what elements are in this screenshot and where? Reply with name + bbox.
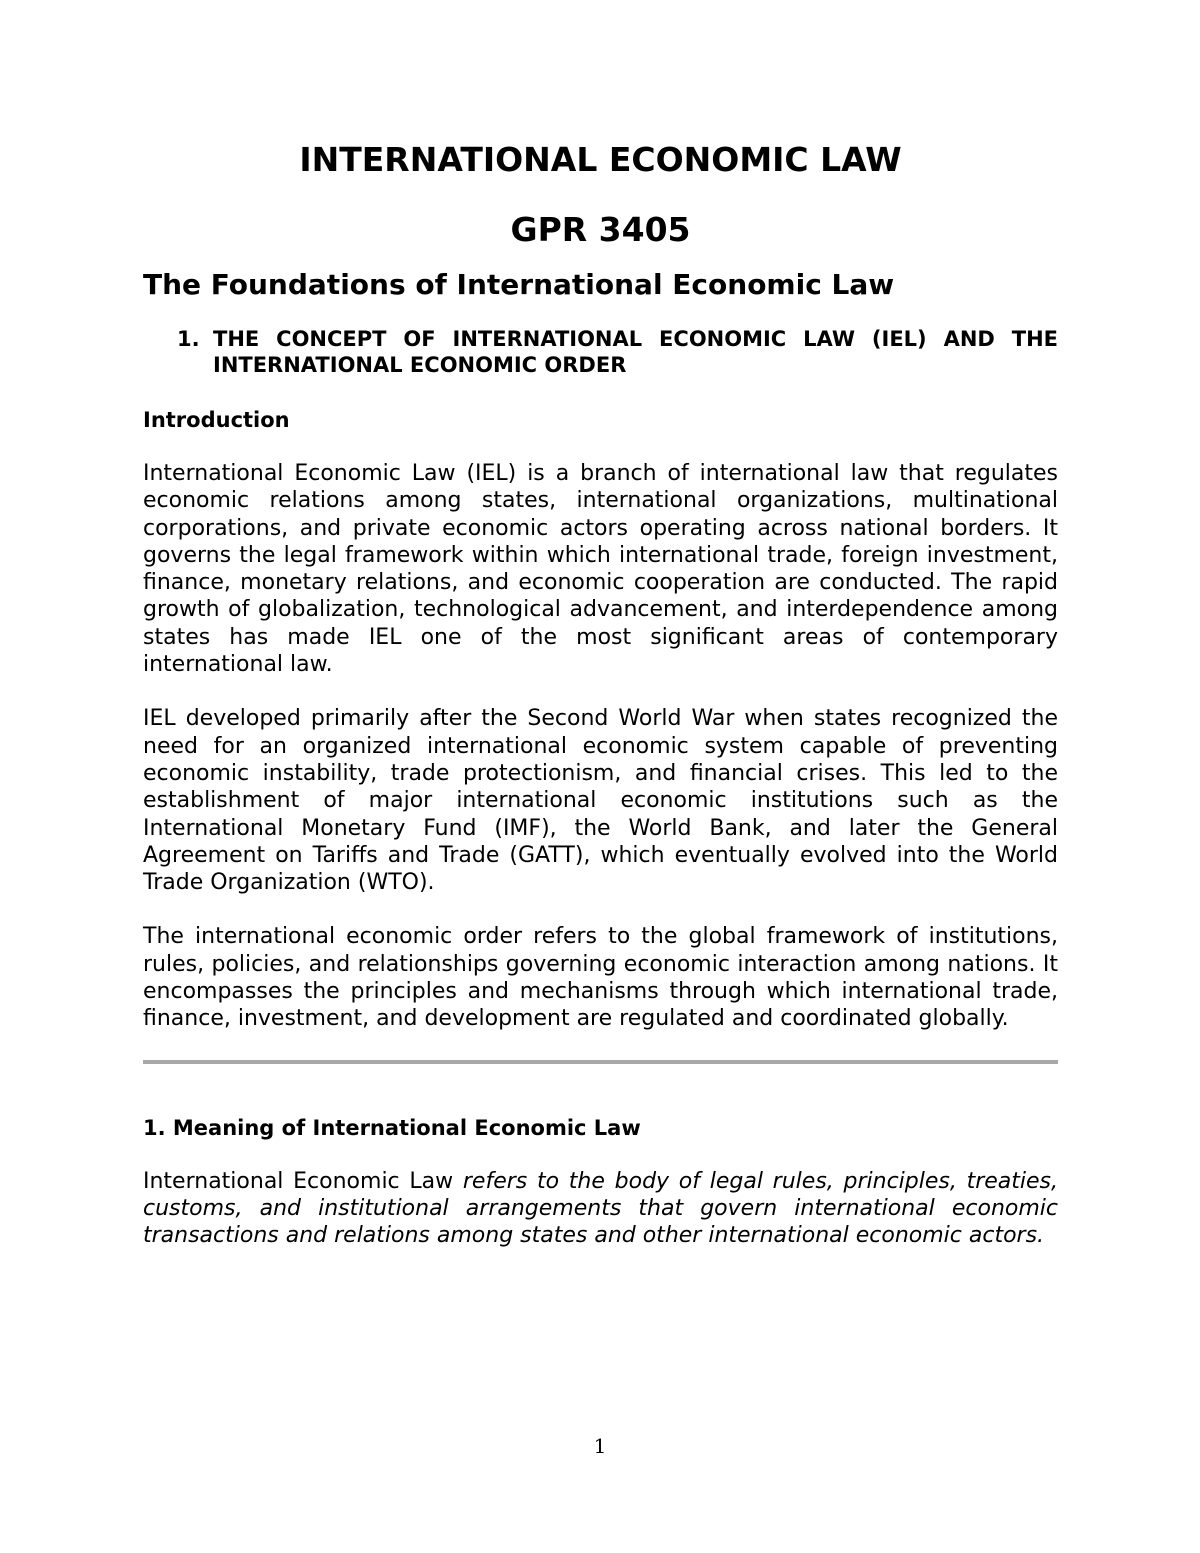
definition-paragraph (143, 1168, 1058, 1250)
document-title: INTERNATIONAL ECONOMIC LAW (299, 140, 902, 179)
introduction-heading: Introduction (143, 408, 290, 432)
concept-heading-text: THE CONCEPT OF INTERNATIONAL ECONOMIC LAW (IEL) AND THE INTERNATIONAL ECONOMIC ORDER (213, 327, 1058, 377)
page-content (143, 138, 1058, 1277)
horizontal-divider (143, 1060, 1058, 1064)
definition-italic: refers to the body of legal rules, principles, treaties, customs, and institutional arrangements that govern international economic transactions and relations among states and other international economic actors. (143, 1168, 1059, 1249)
definition-lead: International Economic Law (143, 1168, 454, 1194)
concept-heading-number: 1. (177, 327, 200, 351)
intro-paragraph-1: International Economic Law (IEL) is a branch of international law that regulates economic relations among states, international organizations, multinational corporations, and private economic actors operating across national borders. It governs the legal framework within which international trade, foreign investment, finance, monetary relations, and economic cooperation are conducted. The rapid growth of globalization, technological advancement, and interdependence among states has made IEL one of the most significant areas of contemporary international law. (143, 461, 1058, 678)
meaning-section-heading: 1. Meaning of International Economic Law (143, 1115, 641, 1140)
intro-paragraph-2: IEL developed primarily after the Second World War when states recognized the need for an organized international economic system capable of preventing economic instability, trade protectionism, and financial crises. This led to the establishment of major international economic institutions such as the International Monetary Fund (IMF), the World Bank, and later the General Agreement on Tariffs and Trade (GATT), which eventually evolved into the World Trade Organization (WTO). (143, 706, 1058, 896)
concept-heading (177, 326, 1058, 378)
page-number: 1 (593, 1434, 607, 1458)
document-subtitle: The Foundations of International Economic Law (143, 268, 895, 301)
course-code: GPR 3405 (510, 210, 691, 249)
intro-paragraph-3: The international economic order refers to the global framework of institutions, rules, policies, and relationships governing economic interaction among nations. It encompasses the principles and mechanisms through which international trade, finance, investment, and development are regulated and coordinated globally. (143, 924, 1058, 1032)
